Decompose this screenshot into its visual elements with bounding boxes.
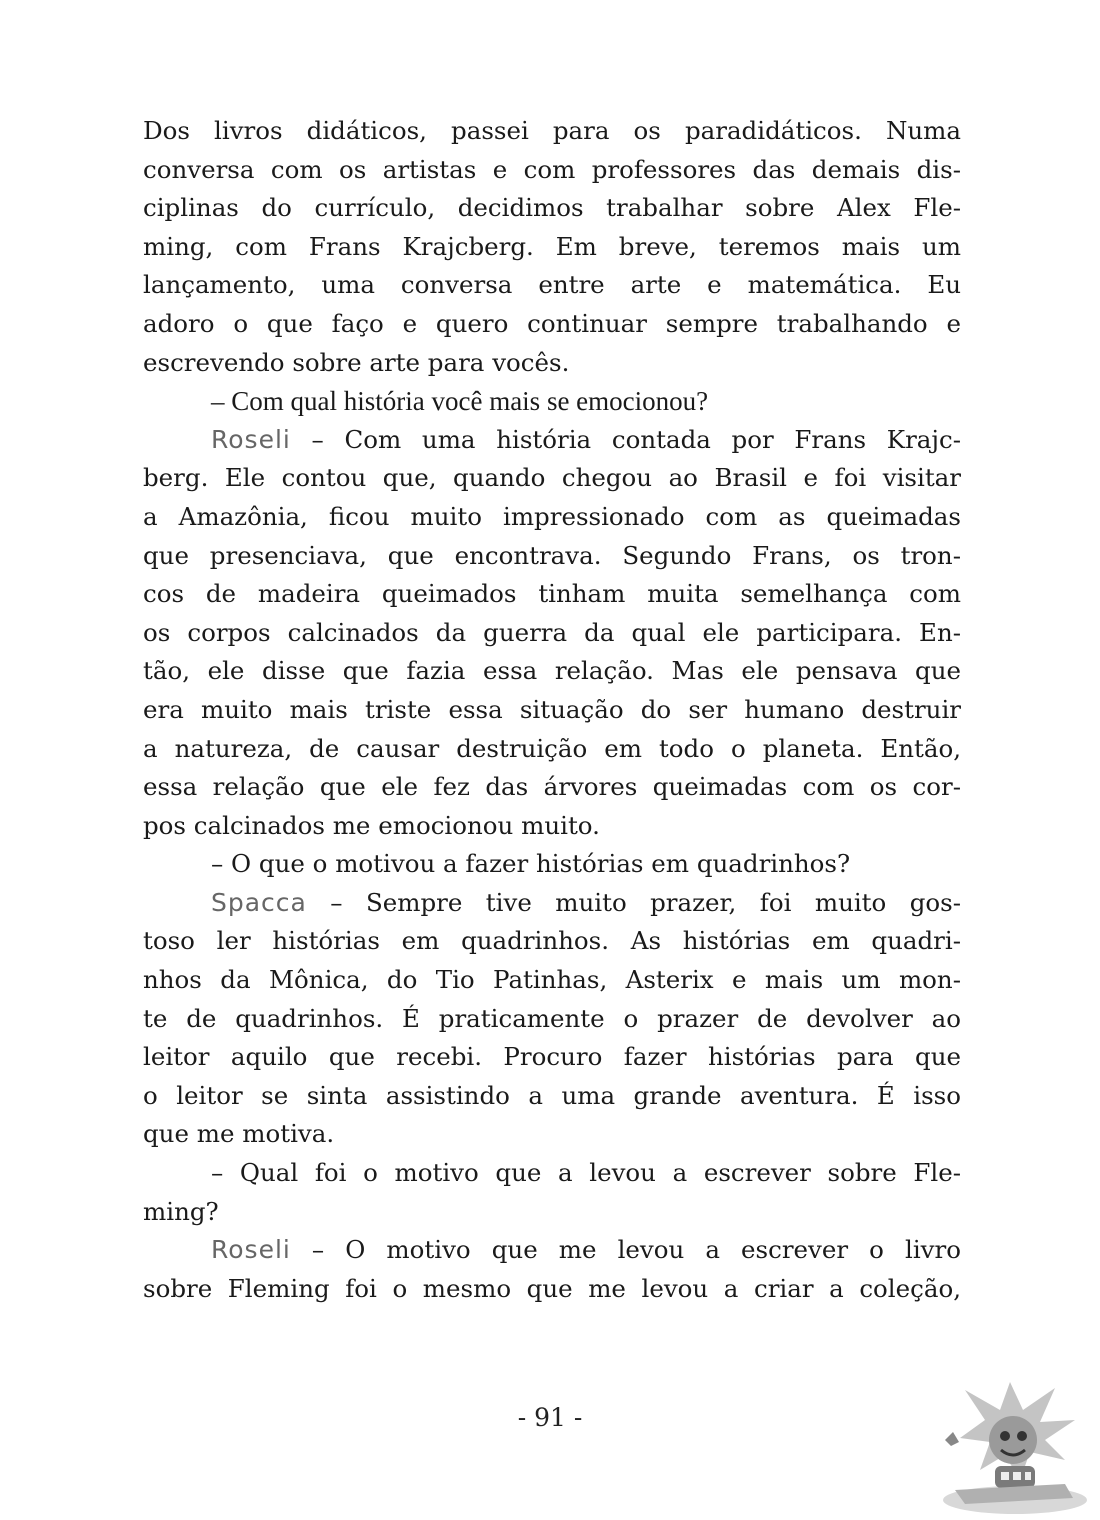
text-line: cos de madeira queimados tinham muita semelhança com xyxy=(143,579,961,609)
text-line: Dos livros didáticos, passei para os paradidáticos. Numa xyxy=(143,116,961,145)
text-line: ming, com Frans Krajcberg. Em breve, teremos mais um xyxy=(143,231,961,261)
answer-first-line xyxy=(143,1231,961,1270)
text-line: te de quadrinhos. É praticamente o prazer de devolver ao xyxy=(143,1003,961,1033)
text-line: essa relação que ele fez das árvores queimadas com os cor- xyxy=(143,772,961,802)
answer-2 xyxy=(143,884,961,1154)
speaker-label: Roseli xyxy=(211,424,291,454)
text-line: conversa com os artistas e com professores das demais dis- xyxy=(143,154,961,184)
answer-text: – Sempre tive muito prazer, foi muito gos- xyxy=(306,887,961,917)
text-line: toso ler histórias em quadrinhos. As histórias em quadri- xyxy=(143,926,961,956)
answer-text: – Com uma história contada por Frans Krajc- xyxy=(290,424,961,454)
answer-3 xyxy=(143,1231,961,1308)
text-line: a natureza, de causar destruição em todo o planeta. Então, xyxy=(143,733,961,763)
question-1: – Com qual história você mais se emocionou? xyxy=(211,386,709,417)
text-line: nhos da Mônica, do Tio Patinhas, Asterix e mais um mon- xyxy=(143,965,961,995)
text-line: pos calcinados me emocionou muito. xyxy=(143,810,600,840)
text-line: leitor aquilo que recebi. Procuro fazer histórias para que xyxy=(143,1042,961,1072)
text-line: lançamento, uma conversa entre arte e matemática. Eu xyxy=(143,270,961,300)
text-line: era muito mais triste essa situação do ser humano destruir xyxy=(143,694,961,724)
speaker-label: Roseli xyxy=(211,1235,291,1265)
text-line: a Amazônia, ficou muito impressionado com as queimadas xyxy=(143,501,961,531)
question-3 xyxy=(143,1154,961,1231)
question-2: – O que o motivou a fazer histórias em quadrinhos? xyxy=(211,849,851,879)
text-line: berg. Ele contou que, quando chegou ao Brasil e foi visitar xyxy=(143,463,961,493)
answer-1 xyxy=(143,421,961,846)
text-line: o leitor se sinta assistindo a uma grande aventura. É isso xyxy=(143,1080,961,1110)
text-line: que presenciava, que encontrava. Segundo Frans, os tron- xyxy=(143,540,961,570)
answer-text: – O motivo que me levou a escrever o livro xyxy=(290,1235,961,1265)
answer-first-line xyxy=(143,884,961,923)
text-line: ming? xyxy=(143,1196,219,1226)
answer-first-line xyxy=(143,421,961,460)
page-number: - 91 - xyxy=(517,1403,583,1432)
text-line: tão, ele disse que fazia essa relação. Mas ele pensava que xyxy=(143,656,961,686)
text-line: que me motiva. xyxy=(143,1119,335,1149)
speaker-label: Spacca xyxy=(211,887,307,917)
text-line: ciplinas do currículo, decidimos trabalhar sobre Alex Fle- xyxy=(143,193,961,223)
text-line: escrevendo sobre arte para vocês. xyxy=(143,347,570,377)
text-line: adoro o que faço e quero continuar sempre trabalhando e xyxy=(143,308,961,338)
paragraph-intro xyxy=(143,112,961,382)
cartoon-mascot-icon xyxy=(925,1380,1095,1520)
text-line: – Qual foi o motivo que a levou a escrever sobre Fle- xyxy=(211,1158,961,1188)
text-line: os corpos calcinados da guerra da qual ele participara. En- xyxy=(143,617,961,647)
page-body xyxy=(143,112,961,1308)
text-line: sobre Fleming foi o mesmo que me levou a criar a coleção, xyxy=(143,1273,961,1303)
